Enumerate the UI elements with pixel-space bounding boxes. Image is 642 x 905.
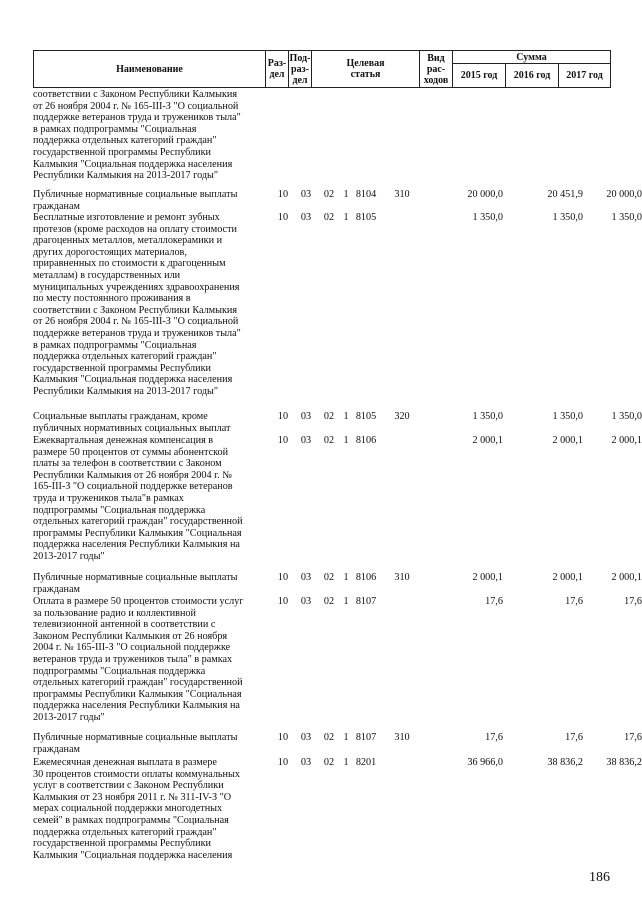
row-vid: 310 (394, 732, 410, 743)
row-target-program: 02 (323, 189, 335, 200)
row-sum-2016: 1 350,0 (552, 411, 583, 422)
row-target-program: 02 (323, 757, 335, 768)
row-sum-2017: 1 350,0 (611, 411, 642, 422)
row-target-subprogram: 1 (343, 411, 349, 422)
row-sum-2016: 20 451,9 (547, 189, 583, 200)
row-sum-2015: 2 000,1 (472, 572, 503, 583)
row-target-code: 8201 (355, 757, 377, 768)
row-sum-2017: 2 000,1 (611, 572, 642, 583)
row-sum-2015: 36 966,0 (467, 757, 503, 768)
row-podrazdel: 03 (300, 572, 312, 583)
row-name: соответствии с Законом Республики Калмыкия от 26 ноября 2004 г. № 165-III-З "О социальной поддержке ветеранов труда и тружеников тыла" в рамках подпрограммы "Социальная поддержка отдельных категорий граждан" государственной программы Республики Калмыкия "Социальная поддержка населения Республики Калмыкия на 2013-2017 годы" (33, 89, 241, 182)
row-sum-2016: 38 836,2 (547, 757, 583, 768)
row-sum-2015: 17,6 (485, 732, 503, 743)
row-name: Публичные нормативные социальные выплаты гражданам (33, 189, 238, 212)
row-razdel: 10 (277, 212, 289, 223)
row-target-code: 8106 (355, 572, 377, 583)
row-razdel: 10 (277, 757, 289, 768)
header-2016: 2016 год (505, 63, 559, 88)
row-name: Ежемесячная денежная выплата в размере 30 процентов стоимости оплаты коммунальных услуг в соответствии с Законом Республики Калмыкия от 23 ноября 2011 г. № 311-IV-З "О мерах социальной поддержки многодетных семей" в рамках подпрограммы "Социальная поддержка отдельных категорий граждан" государственной программы Республики Калмыкия "Социальная поддержка населения (33, 757, 240, 861)
row-target-program: 02 (323, 411, 335, 422)
row-name: Публичные нормативные социальные выплаты гражданам (33, 732, 238, 755)
row-target-code: 8105 (355, 411, 377, 422)
row-podrazdel: 03 (300, 212, 312, 223)
row-podrazdel: 03 (300, 596, 312, 607)
header-summa: Сумма (452, 50, 611, 64)
page-number: 186 (589, 870, 610, 885)
header-target: Целевая статья (311, 50, 420, 88)
row-sum-2017: 1 350,0 (611, 212, 642, 223)
table-header (33, 50, 611, 88)
row-sum-2016: 1 350,0 (552, 212, 583, 223)
row-sum-2016: 17,6 (565, 596, 583, 607)
row-razdel: 10 (277, 189, 289, 200)
row-sum-2015: 2 000,1 (472, 435, 503, 446)
row-sum-2017: 2 000,1 (611, 435, 642, 446)
row-name: Ежеквартальная денежная компенсация в размере 50 процентов от суммы абонентской платы за телефон в соответствии с Законом Республики Калмыкия от 26 ноября 2004 г. № 165-III-З "О социальной поддержке ветеранов труда и тружеников тыла"в рамках подпрограммы "Социальная поддержка отдельных категорий граждан" государственной программы Республики Калмыкия "Социальная поддержка населения Республики Калмыкия на 2013-2017 годы" (33, 435, 243, 562)
row-target-program: 02 (323, 212, 335, 223)
row-sum-2016: 2 000,1 (552, 572, 583, 583)
row-sum-2017: 38 836,2 (606, 757, 642, 768)
row-razdel: 10 (277, 572, 289, 583)
row-target-code: 8104 (355, 189, 377, 200)
row-target-program: 02 (323, 596, 335, 607)
row-sum-2015: 1 350,0 (472, 411, 503, 422)
row-podrazdel: 03 (300, 757, 312, 768)
row-target-program: 02 (323, 732, 335, 743)
row-target-subprogram: 1 (343, 435, 349, 446)
row-name: Публичные нормативные социальные выплаты гражданам (33, 572, 238, 595)
row-podrazdel: 03 (300, 189, 312, 200)
row-target-subprogram: 1 (343, 212, 349, 223)
row-podrazdel: 03 (300, 732, 312, 743)
row-sum-2015: 17,6 (485, 596, 503, 607)
row-name: Бесплатные изготовление и ремонт зубных протезов (кроме расходов на оплату стоимости драгоценных металлов, металлокерамики и других дорогостоящих материалов, приравненных по стоимости к драгоценным металлам) в государственных или муниципальных учреждениях здравоохранения по месту постоянного проживания в соответствии с Законом Республики Калмыкия от 26 ноября 2004 г. № 165-III-З "О социальной поддержке ветеранов труда и тружеников тыла" в рамках подпрограммы "Социальная поддержка отдельных категорий граждан" государственной программы Республики Калмыкия "Социальная поддержка населения Республики Калмыкия на 2013-2017 годы" (33, 212, 241, 397)
row-razdel: 10 (277, 732, 289, 743)
row-target-program: 02 (323, 435, 335, 446)
header-2015: 2015 год (452, 63, 506, 88)
row-sum-2015: 20 000,0 (467, 189, 503, 200)
row-vid: 310 (394, 572, 410, 583)
row-razdel: 10 (277, 596, 289, 607)
row-sum-2017: 20 000,0 (606, 189, 642, 200)
row-name: Оплата в размере 50 процентов стоимости услуг за пользование радио и коллективной телевизионной антенной в соответствии с Законом Республики Калмыкия от 26 ноября 2004 г. № 165-III-З "О социальной поддержке ветеранов труда и тружеников тыла" в рамках подпрограммы "Социальная поддержка отдельных категорий граждан" государственной программы Республики Калмыкия "Социальная поддержка населения Республики Калмыкия на 2013-2017 годы" (33, 596, 244, 723)
row-target-subprogram: 1 (343, 732, 349, 743)
row-target-code: 8106 (355, 435, 377, 446)
row-podrazdel: 03 (300, 411, 312, 422)
row-sum-2016: 2 000,1 (552, 435, 583, 446)
row-vid: 310 (394, 189, 410, 200)
row-sum-2016: 17,6 (565, 732, 583, 743)
row-sum-2015: 1 350,0 (472, 212, 503, 223)
row-podrazdel: 03 (300, 435, 312, 446)
row-target-subprogram: 1 (343, 572, 349, 583)
row-target-subprogram: 1 (343, 757, 349, 768)
row-razdel: 10 (277, 411, 289, 422)
header-vid: Вид рас- ходов (419, 50, 453, 88)
row-name: Социальные выплаты гражданам, кроме публичных нормативных социальных выплат (33, 411, 231, 434)
row-target-subprogram: 1 (343, 189, 349, 200)
header-2017: 2017 год (558, 63, 611, 88)
row-target-program: 02 (323, 572, 335, 583)
row-target-code: 8107 (355, 732, 377, 743)
header-name: Наименование (33, 50, 266, 88)
row-target-code: 8105 (355, 212, 377, 223)
row-sum-2017: 17,6 (624, 732, 642, 743)
row-razdel: 10 (277, 435, 289, 446)
row-vid: 320 (394, 411, 410, 422)
row-target-code: 8107 (355, 596, 377, 607)
row-target-subprogram: 1 (343, 596, 349, 607)
row-sum-2017: 17,6 (624, 596, 642, 607)
header-podrazdel: Под- раз- дел (288, 50, 312, 88)
header-razdel: Раз- дел (265, 50, 289, 88)
